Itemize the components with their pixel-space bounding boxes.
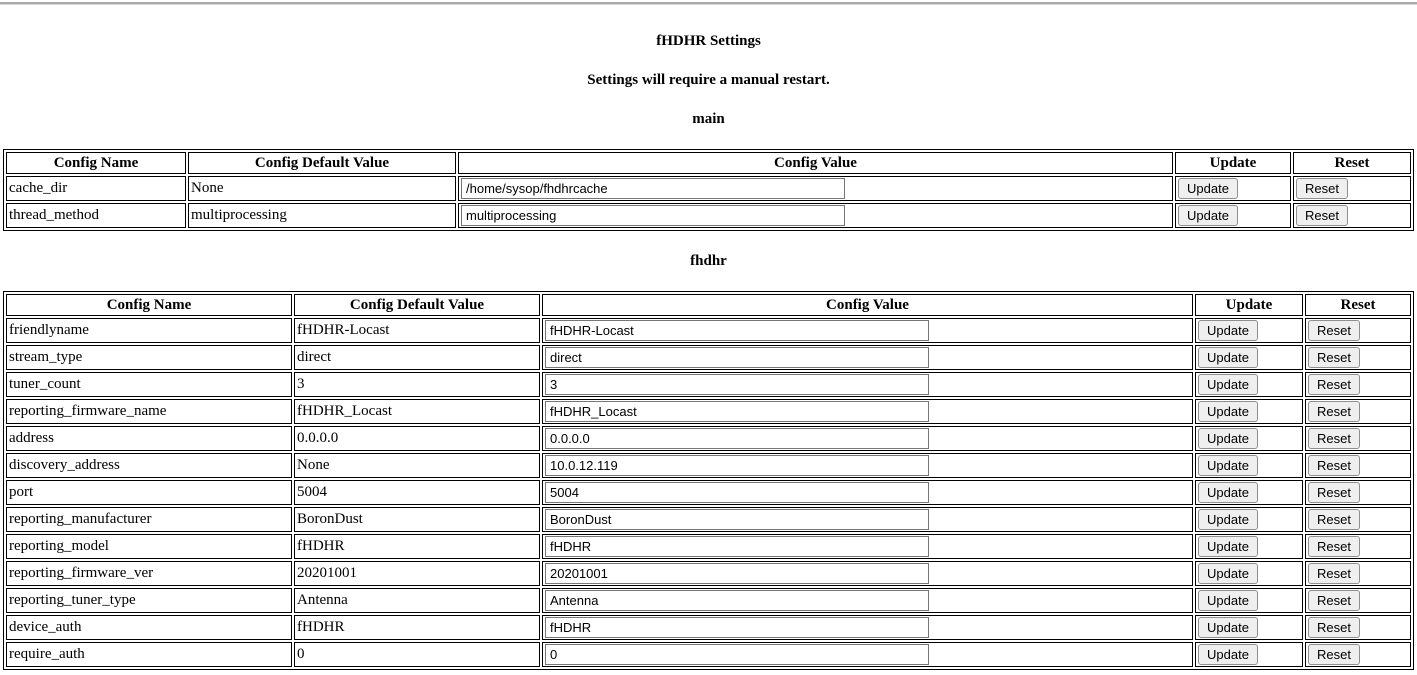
reset-button[interactable]: Reset [1308, 455, 1360, 476]
config-value-cell [542, 480, 1193, 505]
update-cell [1175, 176, 1291, 201]
config-default-value-cell: 20201001 [294, 561, 540, 586]
config-value-input[interactable] [545, 563, 929, 584]
update-button[interactable]: Update [1198, 536, 1258, 557]
update-button[interactable]: Update [1198, 347, 1258, 368]
col-header-config-name: Config Name [6, 294, 292, 316]
config-table-main [3, 149, 1414, 231]
config-row [6, 615, 1411, 640]
config-value-cell [458, 203, 1173, 228]
config-value-input[interactable] [545, 509, 929, 530]
config-value-input[interactable] [545, 590, 929, 611]
config-value-input[interactable] [545, 482, 929, 503]
reset-button[interactable]: Reset [1308, 401, 1360, 422]
config-default-value-cell: None [294, 453, 540, 478]
config-row [6, 345, 1411, 370]
config-row [6, 588, 1411, 613]
config-name-cell: device_auth [6, 615, 292, 640]
reset-button[interactable]: Reset [1308, 320, 1360, 341]
config-default-value-cell: direct [294, 345, 540, 370]
reset-cell [1305, 561, 1411, 586]
config-row [6, 480, 1411, 505]
config-name-cell: reporting_firmware_name [6, 399, 292, 424]
update-button[interactable]: Update [1178, 205, 1238, 226]
config-default-value-cell: fHDHR [294, 615, 540, 640]
col-header-config-default-value: Config Default Value [188, 152, 456, 174]
config-value-input[interactable] [545, 644, 929, 665]
config-value-input[interactable] [545, 347, 929, 368]
col-header-reset: Reset [1305, 294, 1411, 316]
config-value-cell [458, 176, 1173, 201]
col-header-config-name: Config Name [6, 152, 186, 174]
update-button[interactable]: Update [1198, 455, 1258, 476]
col-header-config-value: Config Value [542, 294, 1193, 316]
config-value-cell [542, 318, 1193, 343]
config-name-cell: reporting_tuner_type [6, 588, 292, 613]
table-header-row [6, 294, 1411, 316]
update-button[interactable]: Update [1198, 617, 1258, 638]
config-name-cell: tuner_count [6, 372, 292, 397]
update-button[interactable]: Update [1198, 644, 1258, 665]
config-name-cell: cache_dir [6, 176, 186, 201]
reset-cell [1305, 426, 1411, 451]
config-row [6, 372, 1411, 397]
page-title: fHDHR Settings [656, 33, 761, 49]
update-cell [1195, 534, 1303, 559]
config-name-cell: port [6, 480, 292, 505]
update-cell [1195, 372, 1303, 397]
update-cell [1195, 426, 1303, 451]
col-header-update: Update [1175, 152, 1291, 174]
update-cell [1195, 399, 1303, 424]
config-default-value-cell: fHDHR_Locast [294, 399, 540, 424]
reset-button[interactable]: Reset [1308, 536, 1360, 557]
config-value-input[interactable] [545, 401, 929, 422]
update-button[interactable]: Update [1198, 590, 1258, 611]
col-header-update: Update [1195, 294, 1303, 316]
reset-cell [1293, 176, 1411, 201]
config-value-input[interactable] [545, 536, 929, 557]
update-cell [1195, 642, 1303, 667]
reset-cell [1305, 372, 1411, 397]
config-value-cell [542, 534, 1193, 559]
config-row [6, 399, 1411, 424]
reset-cell [1305, 399, 1411, 424]
update-button[interactable]: Update [1198, 320, 1258, 341]
reset-cell [1305, 453, 1411, 478]
reset-button[interactable]: Reset [1308, 590, 1360, 611]
reset-cell [1293, 203, 1411, 228]
config-name-cell: reporting_model [6, 534, 292, 559]
config-row [6, 534, 1411, 559]
reset-cell [1305, 480, 1411, 505]
reset-cell [1305, 534, 1411, 559]
reset-cell [1305, 345, 1411, 370]
col-header-config-value: Config Value [458, 152, 1173, 174]
page-subtitle: Settings will require a manual restart. [587, 72, 830, 88]
config-default-value-cell: fHDHR-Locast [294, 318, 540, 343]
config-default-value-cell: Antenna [294, 588, 540, 613]
config-default-value-cell: BoronDust [294, 507, 540, 532]
update-cell [1195, 507, 1303, 532]
config-value-cell [542, 453, 1193, 478]
reset-cell [1305, 642, 1411, 667]
viewport-top-rule [0, 2, 1417, 5]
reset-button[interactable]: Reset [1308, 617, 1360, 638]
config-value-input[interactable] [545, 320, 929, 341]
config-row [6, 453, 1411, 478]
update-cell [1195, 615, 1303, 640]
config-value-cell [542, 399, 1193, 424]
config-row [6, 318, 1411, 343]
section-title-main: main [692, 111, 725, 127]
reset-button[interactable]: Reset [1296, 178, 1348, 199]
config-row [6, 426, 1411, 451]
config-default-value-cell: multiprocessing [188, 203, 456, 228]
update-button[interactable]: Update [1178, 178, 1238, 199]
config-value-input[interactable] [545, 428, 929, 449]
update-button[interactable]: Update [1198, 509, 1258, 530]
col-header-config-default-value: Config Default Value [294, 294, 540, 316]
reset-cell [1305, 507, 1411, 532]
config-value-cell [542, 426, 1193, 451]
reset-cell [1305, 588, 1411, 613]
config-row [6, 176, 1411, 201]
config-value-cell [542, 345, 1193, 370]
update-button[interactable]: Update [1198, 563, 1258, 584]
section-title-fhdhr: fhdhr [690, 253, 727, 269]
section-fhdhr [3, 252, 1414, 670]
config-value-cell [542, 642, 1193, 667]
config-name-cell: require_auth [6, 642, 292, 667]
config-table-fhdhr [3, 291, 1414, 670]
config-row [6, 507, 1411, 532]
config-name-cell: stream_type [6, 345, 292, 370]
update-cell [1195, 480, 1303, 505]
config-name-cell: friendlyname [6, 318, 292, 343]
reset-button[interactable]: Reset [1296, 205, 1348, 226]
update-cell [1195, 318, 1303, 343]
reset-button[interactable]: Reset [1308, 428, 1360, 449]
config-name-cell: address [6, 426, 292, 451]
config-name-cell: discovery_address [6, 453, 292, 478]
config-name-cell: thread_method [6, 203, 186, 228]
reset-cell [1305, 615, 1411, 640]
config-default-value-cell: 0 [294, 642, 540, 667]
config-value-cell [542, 507, 1193, 532]
config-value-input[interactable] [545, 374, 929, 395]
update-button[interactable]: Update [1198, 374, 1258, 395]
col-header-reset: Reset [1293, 152, 1411, 174]
config-value-cell [542, 588, 1193, 613]
update-button[interactable]: Update [1198, 428, 1258, 449]
config-row [6, 561, 1411, 586]
reset-button[interactable]: Reset [1308, 509, 1360, 530]
update-cell [1195, 588, 1303, 613]
update-button[interactable]: Update [1198, 401, 1258, 422]
reset-button[interactable]: Reset [1308, 482, 1360, 503]
config-name-cell: reporting_manufacturer [6, 507, 292, 532]
reset-button[interactable]: Reset [1308, 644, 1360, 665]
section-main [3, 110, 1414, 231]
reset-cell [1305, 318, 1411, 343]
config-default-value-cell: None [188, 176, 456, 201]
config-value-input[interactable] [545, 617, 929, 638]
reset-button[interactable]: Reset [1308, 347, 1360, 368]
config-value-cell [542, 561, 1193, 586]
update-cell [1175, 203, 1291, 228]
config-value-cell [542, 372, 1193, 397]
config-default-value-cell: 3 [294, 372, 540, 397]
config-value-cell [542, 615, 1193, 640]
table-header-row [6, 152, 1411, 174]
reset-button[interactable]: Reset [1308, 563, 1360, 584]
config-row [6, 203, 1411, 228]
config-default-value-cell: 5004 [294, 480, 540, 505]
update-cell [1195, 561, 1303, 586]
config-row [6, 642, 1411, 667]
config-default-value-cell: 0.0.0.0 [294, 426, 540, 451]
reset-button[interactable]: Reset [1308, 374, 1360, 395]
update-cell [1195, 345, 1303, 370]
config-value-input[interactable] [461, 205, 845, 226]
update-button[interactable]: Update [1198, 482, 1258, 503]
config-value-input[interactable] [461, 178, 845, 199]
update-cell [1195, 453, 1303, 478]
config-name-cell: reporting_firmware_ver [6, 561, 292, 586]
config-default-value-cell: fHDHR [294, 534, 540, 559]
config-value-input[interactable] [545, 455, 929, 476]
